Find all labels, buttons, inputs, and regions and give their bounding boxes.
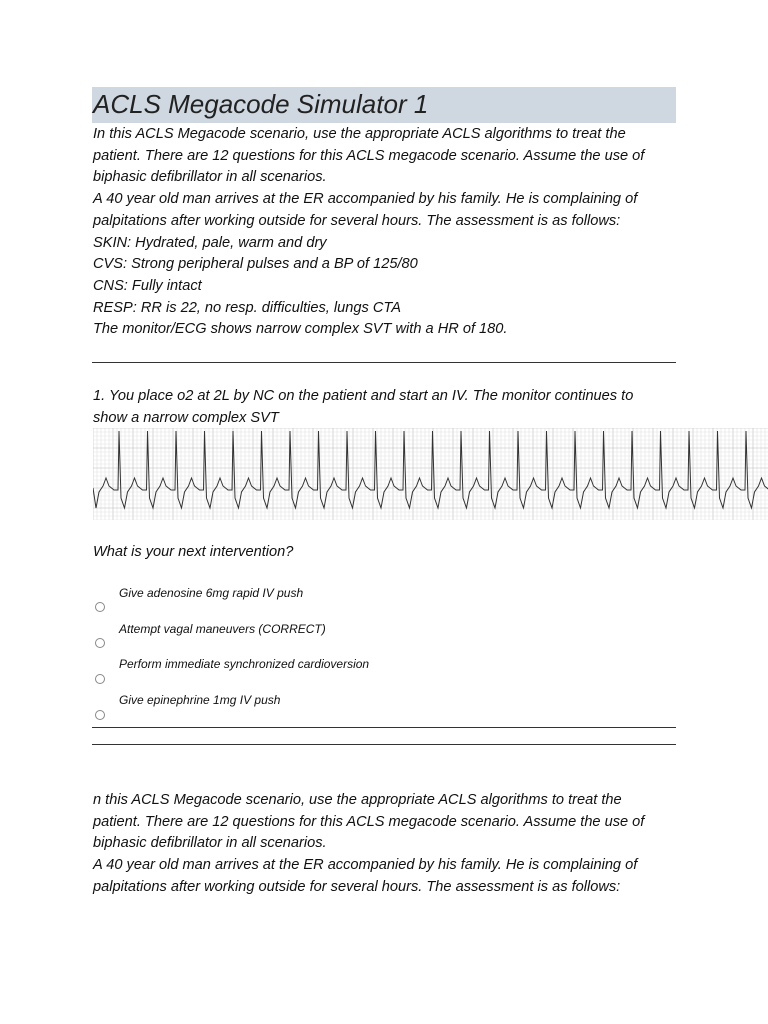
text-line: biphasic defibrillator in all scenarios. (93, 169, 327, 186)
text-line: In this ACLS Megacode scenario, use the appropriate ACLS algorithms to treat the (93, 126, 626, 142)
option-label: Perform immediate synchronized cardioversion (119, 657, 370, 671)
text-line: palpitations after working outside for several hours. The assessment is as follows: (93, 878, 621, 895)
option-radio[interactable] (95, 710, 105, 720)
text-line: 1. You place o2 at 2L by NC on the patient and start an IV. The monitor continues to (93, 388, 634, 404)
option-label: Attempt vagal maneuvers (CORRECT) (119, 622, 326, 636)
question-1 (93, 386, 693, 429)
intro-paragraph (93, 124, 693, 341)
title-text: ACLS Megacode Simulator 1 (93, 89, 429, 119)
option-radio[interactable] (95, 638, 105, 648)
divider (92, 744, 676, 745)
text-line: The monitor/ECG shows narrow complex SVT with a HR of 180. (93, 321, 508, 338)
text-line: show a narrow complex SVT (93, 409, 279, 426)
ecg-trace (93, 431, 768, 508)
text-line: CNS: Fully intact (93, 277, 202, 294)
option-radio[interactable] (95, 602, 105, 612)
text-line: A 40 year old man arrives at the ER accompanied by his family. He is complaining of (93, 857, 638, 874)
text-line: A 40 year old man arrives at the ER accompanied by his family. He is complaining of (93, 191, 638, 208)
text-line: CVS: Strong peripheral pulses and a BP of 125/80 (93, 256, 418, 273)
text-line: patient. There are 12 questions for this ACLS megacode scenario. Assume the use of (93, 813, 645, 830)
text-line: palpitations after working outside for several hours. The assessment is as follows: (93, 212, 621, 229)
text-line: biphasic defibrillator in all scenarios. (93, 835, 327, 852)
divider (92, 727, 676, 728)
text-line: n this ACLS Megacode scenario, use the appropriate ACLS algorithms to treat the (93, 792, 622, 808)
text-line: patient. There are 12 questions for this ACLS megacode scenario. Assume the use of (93, 147, 645, 164)
option-radio[interactable] (95, 674, 105, 684)
option-label: Give adenosine 6mg rapid IV push (119, 586, 304, 600)
divider (92, 362, 676, 363)
option-label: Give epinephrine 1mg IV push (119, 693, 281, 707)
ecg-strip (93, 428, 768, 520)
text-line: RESP: RR is 22, no resp. difficulties, lungs CTA (93, 299, 401, 316)
page-title (92, 87, 676, 123)
text-line: SKIN: Hydrated, pale, warm and dry (93, 234, 327, 251)
repeat-paragraph (93, 790, 693, 899)
question-prompt: What is your next intervention? (93, 544, 294, 560)
